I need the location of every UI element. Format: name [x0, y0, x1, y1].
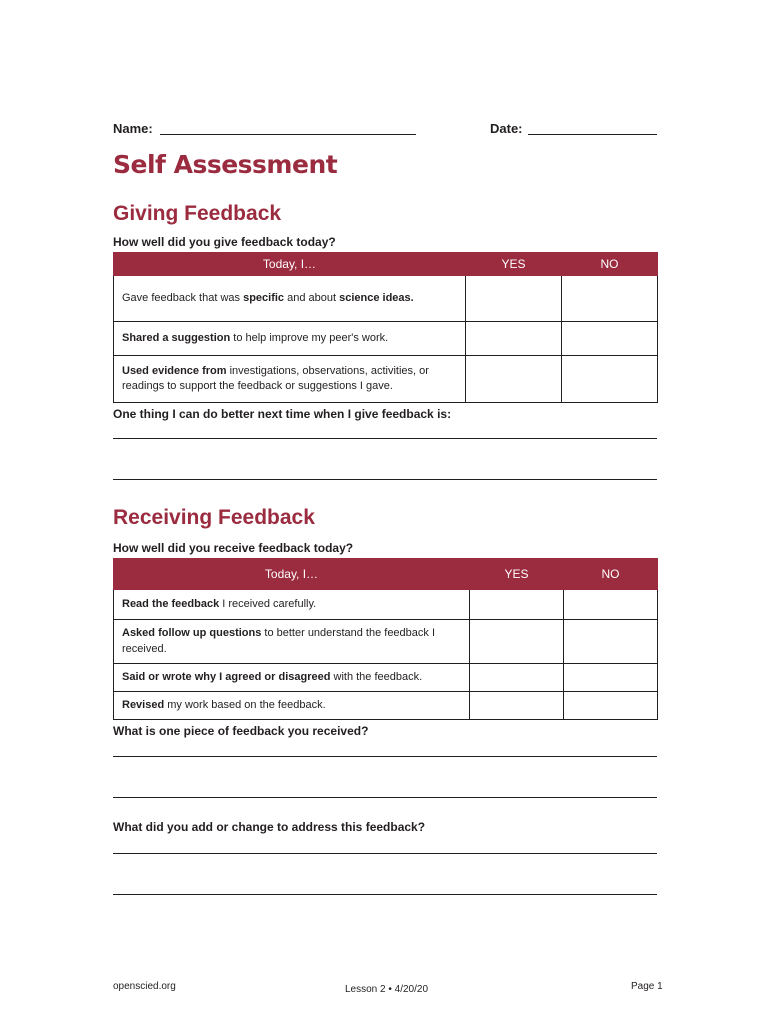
- table-row: [114, 590, 658, 620]
- answer-line[interactable]: [113, 894, 657, 895]
- no-checkbox[interactable]: [564, 692, 658, 720]
- footer-lesson-date: Lesson 2 • 4/20/20: [345, 984, 429, 995]
- giving-followup-prompt: One thing I can do better next time when I give feedback is:: [113, 407, 452, 421]
- page-title: Self Assessment: [113, 150, 338, 179]
- table-row: [114, 664, 658, 692]
- footer-website: openscied.org: [113, 981, 176, 992]
- yes-checkbox[interactable]: [470, 620, 564, 664]
- column-header-yes: YES: [470, 559, 564, 590]
- answer-line[interactable]: [113, 853, 657, 854]
- answer-line[interactable]: [113, 756, 657, 757]
- no-checkbox[interactable]: [562, 322, 658, 356]
- footer-page-number: Page 1: [631, 981, 663, 992]
- receiving-feedback-heading: Receiving Feedback: [113, 506, 315, 529]
- answer-line[interactable]: [113, 479, 657, 480]
- column-header-today: Today, I…: [114, 253, 466, 276]
- giving-feedback-heading: Giving Feedback: [113, 202, 282, 225]
- statement-cell: Used evidence from investigations, observations, activities, or readings to support the feedback or suggestions I gave.: [114, 356, 466, 403]
- receiving-feedback-table: [113, 558, 658, 720]
- answer-line[interactable]: [113, 797, 657, 798]
- table-row: [114, 356, 658, 403]
- yes-checkbox[interactable]: [470, 692, 564, 720]
- column-header-yes: YES: [466, 253, 562, 276]
- column-header-no: NO: [562, 253, 658, 276]
- column-header-no: NO: [564, 559, 658, 590]
- statement-cell: Revised my work based on the feedback.: [114, 692, 470, 720]
- table-row: [114, 692, 658, 720]
- giving-feedback-table: [113, 252, 658, 403]
- statement-cell: Asked follow up questions to better understand the feedback I received.: [114, 620, 470, 664]
- column-header-today: Today, I…: [114, 559, 470, 590]
- receiving-followup-prompt-1: What is one piece of feedback you received?: [113, 724, 369, 738]
- table-row: [114, 276, 658, 322]
- no-checkbox[interactable]: [564, 590, 658, 620]
- table-row: [114, 620, 658, 664]
- statement-cell: Said or wrote why I agreed or disagreed with the feedback.: [114, 664, 470, 692]
- name-input[interactable]: [160, 134, 416, 135]
- giving-question: How well did you give feedback today?: [113, 235, 336, 249]
- no-checkbox[interactable]: [562, 276, 658, 322]
- yes-checkbox[interactable]: [470, 664, 564, 692]
- yes-checkbox[interactable]: [466, 322, 562, 356]
- statement-cell: Shared a suggestion to help improve my peer's work.: [114, 322, 466, 356]
- no-checkbox[interactable]: [564, 620, 658, 664]
- receiving-question: How well did you receive feedback today?: [113, 541, 354, 555]
- yes-checkbox[interactable]: [470, 590, 564, 620]
- yes-checkbox[interactable]: [466, 276, 562, 322]
- answer-line[interactable]: [113, 438, 657, 439]
- name-label: Name:: [113, 121, 153, 136]
- yes-checkbox[interactable]: [466, 356, 562, 403]
- no-checkbox[interactable]: [562, 356, 658, 403]
- date-label: Date:: [490, 121, 523, 136]
- statement-cell: Gave feedback that was specific and about science ideas.: [114, 276, 466, 322]
- no-checkbox[interactable]: [564, 664, 658, 692]
- statement-cell: Read the feedback I received carefully.: [114, 590, 470, 620]
- date-input[interactable]: [528, 134, 657, 135]
- table-row: [114, 322, 658, 356]
- receiving-followup-prompt-2: What did you add or change to address this feedback?: [113, 820, 426, 834]
